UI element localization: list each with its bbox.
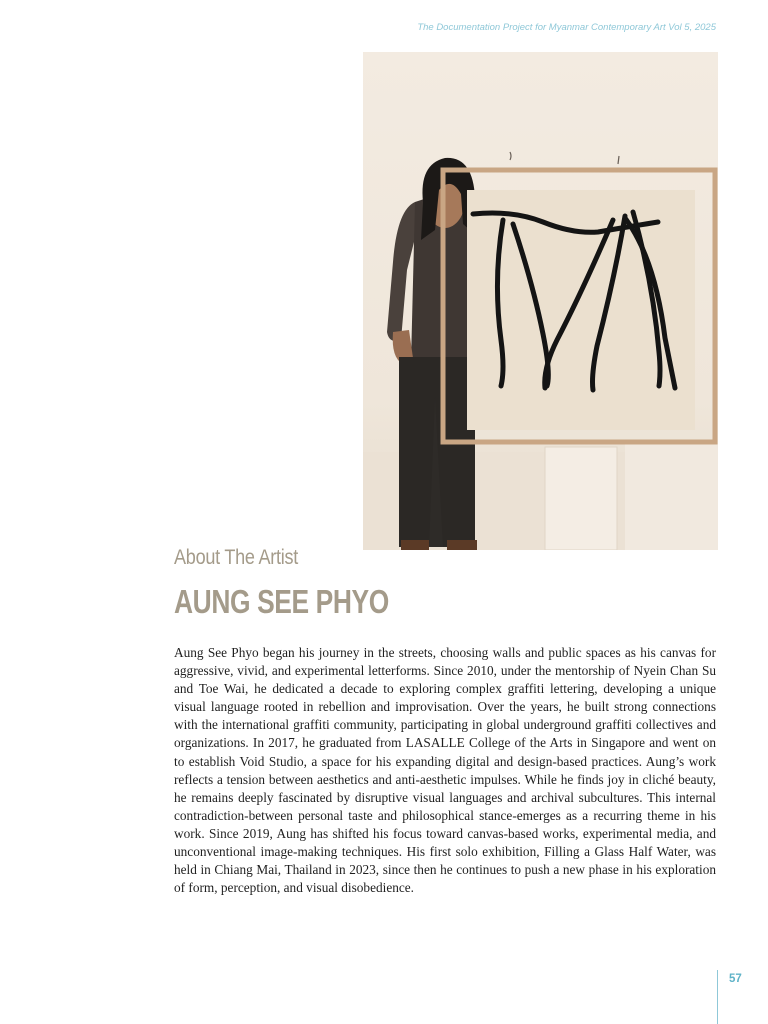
artist-bio-paragraph: Aung See Phyo began his journey in the streets, choosing walls and public spaces as his canvas for aggressive, vivid, and experimental letterforms. Since 2010, under the mentorship of Nyein Chan Su and Toe Wai, he dedicated a decade to exploring complex graffiti lettering, developing a unique visual language rooted in rebellion and improvisation. Over the years, he built strong connections with the international graffiti community, participating in global underground graffiti collectives and organizations. In 2017, he graduated from LASALLE College of the Arts in Singapore and went on to establish Void Studio, a space for his expanding digital and design-based practices. Aung’s work reflects a tension between aesthetics and anti-aesthetic impulses. While he finds joy in cliché beauty, he remains deeply fascinated by disruptive visual languages and archival subcultures. This internal contradiction-between personal taste and philosophical stance-emerges as a recurring theme in his work. Since 2019, Aung has shifted his focus toward canvas-based works, experimental media, and unconventional image-making techniques. His first solo exhibition, Filling a Glass Half Water, was held in Chiang Mai, Thailand in 2023, since then he continues to push a new phase in his exploration of form, perception, and visual disobedience. — [174, 645, 716, 896]
running-head: The Documentation Project for Myanmar Contemporary Art Vol 5, 2025 — [417, 22, 716, 33]
section-label: About The Artist — [174, 546, 299, 569]
artist-photo — [363, 52, 718, 550]
page-number-rule — [717, 970, 718, 1024]
artist-name-heading: AUNG SEE PHYO — [174, 583, 389, 620]
page-number: 57 — [729, 973, 742, 985]
